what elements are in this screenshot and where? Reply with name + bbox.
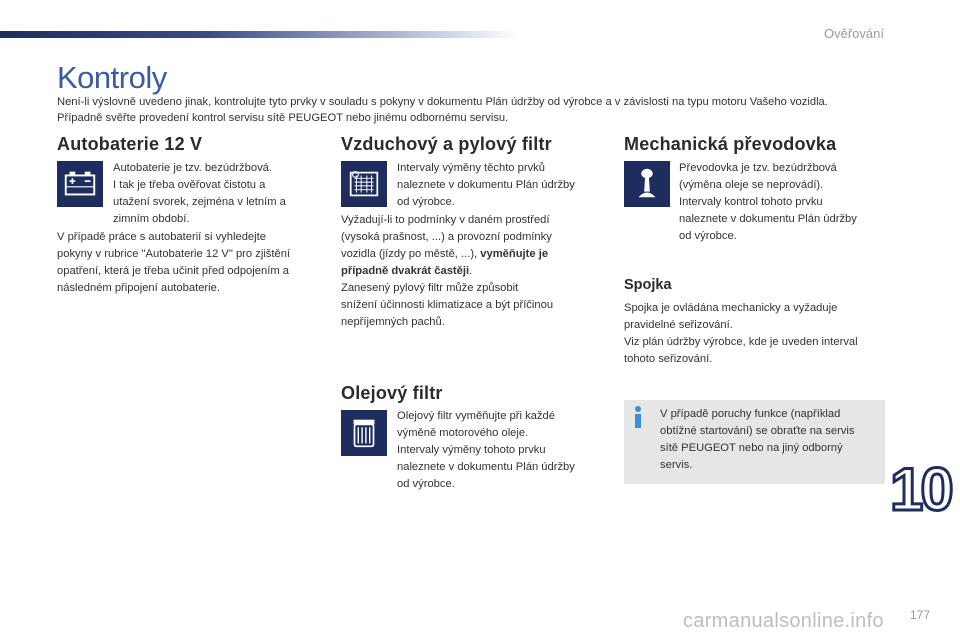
header-gradient-bar <box>0 31 520 38</box>
text-fragment: vozidla (jízdy po městě, ...), <box>341 248 481 260</box>
clutch-heading: Spojka <box>624 277 672 293</box>
text-line: (vysoká prašnost, ...) a provozní podmínky <box>341 231 552 243</box>
intro-text <box>57 94 917 126</box>
text-line: servis. <box>660 459 693 471</box>
text-line: Zanesený pylový filtr může způsobit <box>341 282 519 294</box>
text-line: snížení účinnosti klimatizace a být příčinou <box>341 299 554 311</box>
text-line: naleznete v dokumentu Plán údržby <box>397 461 575 473</box>
text-line: výměně motorového oleje. <box>397 427 529 439</box>
text-line <box>341 246 611 263</box>
info-text <box>660 406 882 474</box>
page-title: Kontroly <box>57 60 167 95</box>
text-line: od výrobce. <box>397 478 455 490</box>
oil-filter-side-text <box>397 408 612 493</box>
air-filter-body-text <box>341 212 611 331</box>
info-icon <box>631 405 645 429</box>
intro-line: Případně svěřte provedení kontrol servisu sítě PEUGEOT nebo jinému odbornému servisu. <box>57 112 509 124</box>
text-line: Intervaly kontrol tohoto prvku <box>679 196 823 208</box>
text-line: (výměna oleje se neprovádí). <box>679 179 824 191</box>
text-line: Autobaterie je tzv. bezúdržbová. <box>113 162 272 174</box>
text-line: pokyny v rubrice "Autobaterie 12 V" pro zjištění <box>57 248 291 260</box>
clutch-text <box>624 300 894 368</box>
emphasis-text: vyměňujte je <box>480 248 549 260</box>
battery-body-text <box>57 229 327 297</box>
text-line: V případě poruchy funkce (například <box>660 408 841 420</box>
gear-shift-icon <box>624 161 670 207</box>
section-title: Ověřování <box>824 26 884 41</box>
text-line: Intervaly výměny tohoto prvku <box>397 444 546 456</box>
text-line: naleznete v dokumentu Plán údržby <box>679 213 857 225</box>
text-line: Spojka je ovládána mechanicky a vyžaduje <box>624 302 838 314</box>
gearbox-side-text <box>679 160 889 245</box>
air-filter-icon <box>341 161 387 207</box>
page-number: 177 <box>910 608 931 622</box>
oil-filter-heading: Olejový filtr <box>341 383 443 403</box>
text-line: Viz plán údržby výrobce, kde je uveden interval <box>624 336 858 348</box>
text-line: následném připojení autobaterie. <box>57 282 220 294</box>
text-line: Převodovka je tzv. bezúdržbová <box>679 162 837 174</box>
text-line: pravidelné seřizování. <box>624 319 733 331</box>
text-line: Vyžadují-li to podmínky v daném prostředí <box>341 214 550 226</box>
text-line: Olejový filtr vyměňujte při každé <box>397 410 555 422</box>
gearbox-heading: Mechanická převodovka <box>624 134 837 154</box>
oil-filter-icon <box>341 410 387 456</box>
text-line: obtížné startování) se obraťte na servis <box>660 425 855 437</box>
intro-line: Není-li výslovně uvedeno jinak, kontrolujte tyto prvky v souladu s pokyny v dokumentu Plán údržby od výrobce a v závislosti na typu motoru Vašeho vozidla. <box>57 96 828 108</box>
air-filter-heading: Vzduchový a pylový filtr <box>341 134 552 154</box>
emphasis-text: případně dvakrát častěji <box>341 265 470 277</box>
watermark: carmanualsonline.info <box>683 610 884 632</box>
text-line: nepříjemných pachů. <box>341 316 445 328</box>
chapter-number: 10 <box>890 456 951 523</box>
text-line <box>341 263 611 280</box>
battery-heading: Autobaterie 12 V <box>57 134 203 154</box>
text-line: utažení svorek, zejména v letním a <box>113 196 286 208</box>
text-line: zimním období. <box>113 213 190 225</box>
text-line: tohoto seřizování. <box>624 353 713 365</box>
battery-icon <box>57 161 103 207</box>
text-line: od výrobce. <box>679 230 737 242</box>
battery-side-text <box>113 160 323 228</box>
text-line: sítě PEUGEOT nebo na jiný odborný <box>660 442 843 454</box>
text-line: naleznete v dokumentu Plán údržby <box>397 179 575 191</box>
text-line: I tak je třeba ověřovat čistotu a <box>113 179 266 191</box>
text-fragment: . <box>469 265 473 277</box>
text-line: opatření, která je třeba učinit před odpojením a <box>57 265 289 277</box>
text-line: od výrobce. <box>397 196 455 208</box>
text-line: Intervaly výměny těchto prvků <box>397 162 545 174</box>
text-line: V případě práce s autobaterií si vyhledejte <box>57 231 266 243</box>
air-filter-side-text <box>397 160 607 211</box>
